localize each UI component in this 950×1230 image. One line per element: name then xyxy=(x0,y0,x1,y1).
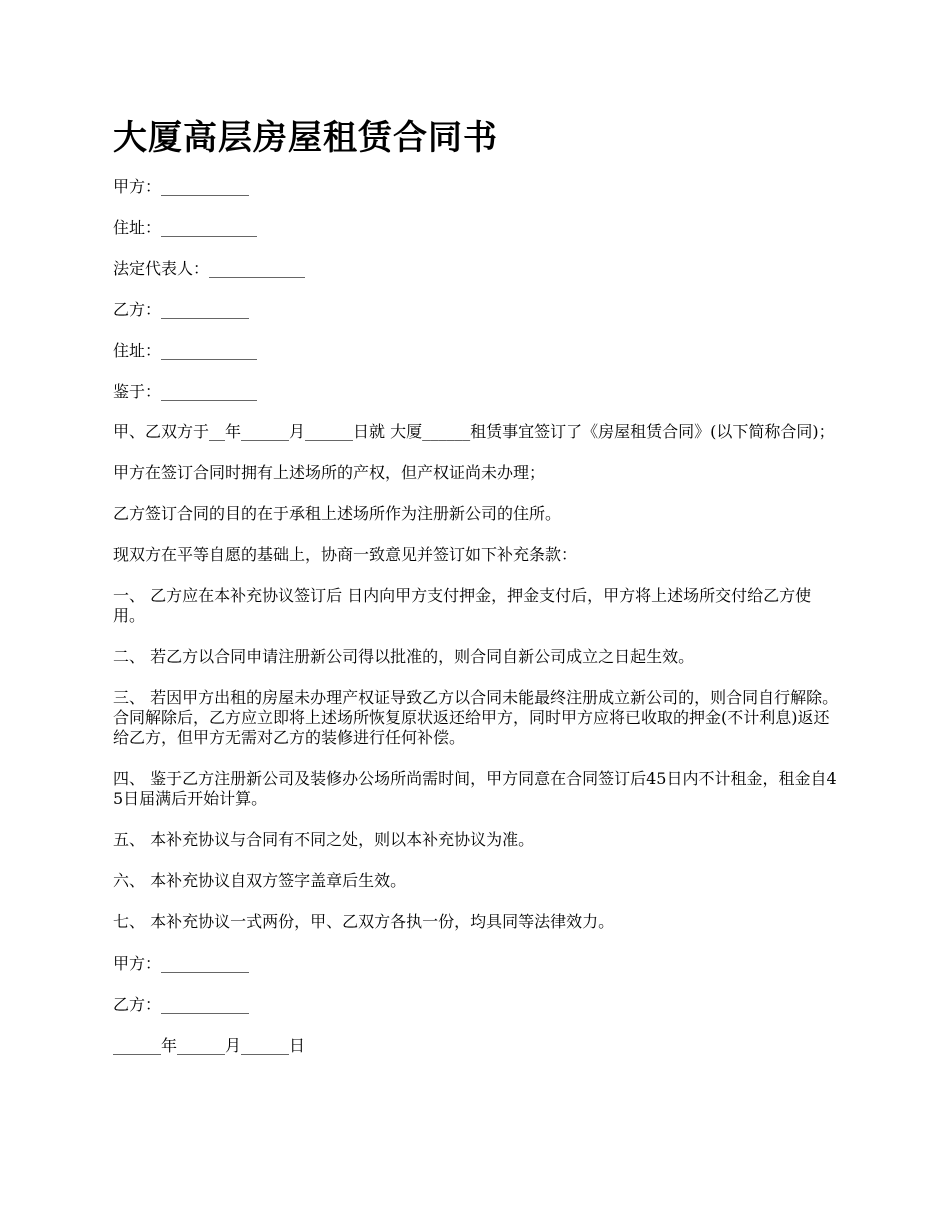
intro-paragraph: 甲、乙双方于__年______月______日就 大厦______租赁事宜签订了《房屋租赁合同》(以下简称合同)； xyxy=(113,422,835,441)
address-b-line: 住址：____________ xyxy=(113,341,258,360)
clause-5: 五、 本补充协议与合同有不同之处，则以本补充协议为准。 xyxy=(113,830,535,849)
clause-6: 六、 本补充协议自双方签字盖章后生效。 xyxy=(113,871,407,890)
address-a-line: 住址：____________ xyxy=(113,218,258,237)
clause-2: 二、 若乙方以合同申请注册新公司得以批准的，则合同自新公司成立之日起生效。 xyxy=(113,647,695,666)
clause-3: 三、 若因甲方出租的房屋未办理产权证导致乙方以合同未能最终注册成立新公司的，则合同自行解除。合同解除后，乙方应立即将上述场所恢复原状返还给甲方，同时甲方应将已收取的押金(不计利息)返还给乙方，但甲方无需对乙方的装修进行任何补偿。 xyxy=(113,688,839,747)
clause-4: 四、 鉴于乙方注册新公司及装修办公场所尚需时间，甲方同意在合同签订后45日内不计租金，租金自45日届满后开始计算。 xyxy=(113,769,837,808)
signature-party-b: 乙方：___________ xyxy=(113,995,250,1014)
clause-1: 一、 乙方应在本补充协议签订后 日内向甲方支付押金，押金支付后，甲方将上述场所交付给乙方使用。 xyxy=(113,586,812,625)
recital-paragraph-3: 现双方在平等自愿的基础上，协商一致意见并签订如下补充条款： xyxy=(113,545,578,564)
party-a-line: 甲方：___________ xyxy=(113,177,250,196)
document-page xyxy=(113,112,843,1076)
recital-paragraph-1: 甲方在签订合同时拥有上述场所的产权，但产权证尚未办理； xyxy=(113,463,546,482)
party-b-line: 乙方：___________ xyxy=(113,300,250,319)
date-line: ______年______月______日 xyxy=(113,1036,306,1055)
recital-paragraph-2: 乙方签订合同的目的在于承租上述场所作为注册新公司的住所。 xyxy=(113,504,562,523)
whereas-line: 鉴于：____________ xyxy=(113,382,258,401)
legal-representative-line: 法定代表人：____________ xyxy=(113,259,306,278)
signature-party-a: 甲方：___________ xyxy=(113,954,250,973)
document-title: 大厦高层房屋租赁合同书 xyxy=(113,118,498,158)
clause-7: 七、 本补充协议一式两份，甲、乙双方各执一份，均具同等法律效力。 xyxy=(113,912,615,931)
